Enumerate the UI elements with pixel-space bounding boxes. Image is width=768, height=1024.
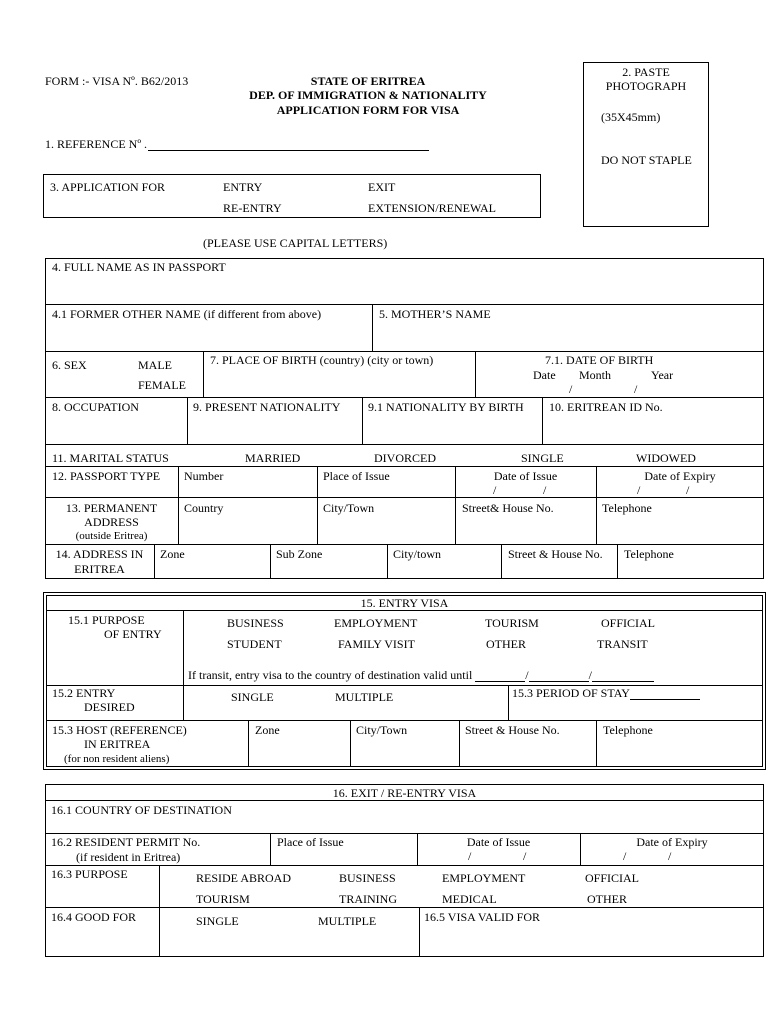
permanent-address-label: 13. PERMANENT xyxy=(65,501,158,515)
host-note: (for non resident aliens) xyxy=(64,753,170,765)
good-for-multiple[interactable]: MULTIPLE xyxy=(318,914,377,928)
former-name-label: 4.1 FORMER OTHER NAME (if different from above) xyxy=(52,307,322,321)
resident-permit-note: (if resident in Eritrea) xyxy=(76,850,181,864)
eritrean-id-label: 10. ERITREAN ID No. xyxy=(549,400,663,414)
address-eritrea-label-2: ERITREA xyxy=(74,562,125,576)
host-label-2: IN ERITREA xyxy=(84,737,151,751)
dob-slash-2: / xyxy=(634,382,638,396)
option-extension[interactable]: EXTENSION/RENEWAL xyxy=(368,201,496,215)
reference-input[interactable] xyxy=(148,150,429,151)
transit-note: If transit, entry visa to the country of destination valid until / / xyxy=(188,668,654,682)
photo-size: (35X45mm) xyxy=(601,110,661,124)
purpose-transit[interactable]: TRANSIT xyxy=(597,637,648,651)
marital-status-label: 11. MARITAL STATUS xyxy=(52,451,169,465)
exit-purpose-reside-abroad[interactable]: RESIDE ABROAD xyxy=(196,871,292,885)
photo-label-2: PHOTOGRAPH xyxy=(605,79,687,93)
permit-issue-slash-2: / xyxy=(523,849,527,863)
title-state: STATE OF ERITREA xyxy=(310,74,426,88)
option-exit[interactable]: EXIT xyxy=(368,180,396,194)
purpose-entry-label: 15.1 PURPOSE xyxy=(68,613,145,627)
capital-letters-instruction: (PLEASE USE CAPITAL LETTERS) xyxy=(203,236,388,250)
option-entry[interactable]: ENTRY xyxy=(223,180,263,194)
period-of-stay-label: 15.3 PERIOD OF STAY xyxy=(512,686,700,700)
country-destination-label: 16.1 COUNTRY OF DESTINATION xyxy=(51,803,232,817)
visa-valid-for-label: 16.5 VISA VALID FOR xyxy=(424,910,541,924)
passport-date-expiry-label: Date of Expiry xyxy=(644,469,716,483)
host-label: 15.3 HOST (REFERENCE) xyxy=(52,723,187,737)
permit-date-expiry-label: Date of Expiry xyxy=(636,835,708,849)
place-of-birth-label: 7. PLACE OF BIRTH (country) (city or town) xyxy=(210,353,434,367)
host-city-label: City/Town xyxy=(356,723,408,737)
photo-label: 2. PASTE xyxy=(622,65,670,79)
entry-multiple[interactable]: MULTIPLE xyxy=(335,690,394,704)
addr-street-label: Street & House No. xyxy=(508,547,603,561)
passport-date-issue-label: Date of Issue xyxy=(493,469,558,483)
exit-visa-heading: 16. EXIT / RE-ENTRY VISA xyxy=(332,786,477,800)
dob-year: Year xyxy=(651,368,674,382)
present-nationality-label: 9. PRESENT NATIONALITY xyxy=(193,400,341,414)
marital-divorced[interactable]: DIVORCED xyxy=(374,451,436,465)
title-form: APPLICATION FORM FOR VISA xyxy=(276,103,460,117)
permit-expiry-slash-2: / xyxy=(668,849,672,863)
dob-slash-1: / xyxy=(569,382,573,396)
sex-label: 6. SEX xyxy=(52,358,87,372)
permit-expiry-slash-1: / xyxy=(623,849,627,863)
full-name-label: 4. FULL NAME AS IN PASSPORT xyxy=(52,260,226,274)
marital-single[interactable]: SINGLE xyxy=(521,451,564,465)
form-number: FORM :- VISA Nº. B62/2013 xyxy=(45,74,189,88)
expiry-slash-1: / xyxy=(637,483,641,497)
passport-type-label: 12. PASSPORT TYPE xyxy=(52,469,161,483)
expiry-slash-2: / xyxy=(686,483,690,497)
exit-purpose-tourism[interactable]: TOURISM xyxy=(196,892,250,906)
option-reentry[interactable]: RE-ENTRY xyxy=(223,201,282,215)
host-zone-label: Zone xyxy=(255,723,280,737)
title-department: DEP. OF IMMIGRATION & NATIONALITY xyxy=(249,88,487,102)
purpose-employment[interactable]: EMPLOYMENT xyxy=(334,616,418,630)
entry-visa-heading: 15. ENTRY VISA xyxy=(360,596,449,610)
transit-valid-day-input[interactable] xyxy=(475,670,525,682)
permit-place-issue-label: Place of Issue xyxy=(277,835,344,849)
resident-permit-label: 16.2 RESIDENT PERMIT No. xyxy=(51,835,201,849)
good-for-single[interactable]: SINGLE xyxy=(196,914,239,928)
passport-number-label: Number xyxy=(184,469,224,483)
entry-desired-label: 15.2 ENTRY xyxy=(52,686,116,700)
exit-purpose-employment[interactable]: EMPLOYMENT xyxy=(442,871,526,885)
exit-purpose-business[interactable]: BUSINESS xyxy=(339,871,396,885)
marital-widowed[interactable]: WIDOWED xyxy=(636,451,696,465)
mothers-name-label: 5. MOTHER’S NAME xyxy=(379,307,491,321)
addr-city-label: City/town xyxy=(393,547,442,561)
occupation-label: 8. OCCUPATION xyxy=(52,400,139,414)
host-telephone-label: Telephone xyxy=(603,723,653,737)
purpose-entry-label-2: OF ENTRY xyxy=(104,627,162,641)
host-street-label: Street & House No. xyxy=(465,723,560,737)
marital-married[interactable]: MARRIED xyxy=(245,451,301,465)
entry-single[interactable]: SINGLE xyxy=(231,690,274,704)
reference-label: 1. REFERENCE Nº . xyxy=(45,137,148,151)
exit-purpose-official[interactable]: OFFICIAL xyxy=(585,871,640,885)
addr-telephone-label: Telephone xyxy=(624,547,674,561)
issue-slash-2: / xyxy=(543,483,547,497)
perm-street-label: Street& House No. xyxy=(462,501,554,515)
purpose-student[interactable]: STUDENT xyxy=(227,637,282,651)
dob-month: Month xyxy=(579,368,612,382)
exit-purpose-other[interactable]: OTHER xyxy=(587,892,627,906)
good-for-label: 16.4 GOOD FOR xyxy=(51,910,137,924)
address-eritrea-label: 14. ADDRESS IN xyxy=(55,547,144,561)
permit-date-issue-label: Date of Issue xyxy=(466,835,531,849)
permanent-address-note: (outside Eritrea) xyxy=(75,530,148,542)
addr-zone-label: Zone xyxy=(160,547,185,561)
exit-purpose-training[interactable]: TRAINING xyxy=(339,892,397,906)
purpose-tourism[interactable]: TOURISM xyxy=(485,616,539,630)
period-of-stay-input[interactable] xyxy=(630,688,700,700)
purpose-other[interactable]: OTHER xyxy=(486,637,526,651)
issue-slash-1: / xyxy=(493,483,497,497)
entry-desired-label-2: DESIRED xyxy=(84,700,135,714)
sex-male[interactable]: MALE xyxy=(138,358,172,372)
photo-note: DO NOT STAPLE xyxy=(601,153,692,167)
dob-date: Date xyxy=(533,368,556,382)
purpose-official[interactable]: OFFICIAL xyxy=(601,616,656,630)
perm-city-label: City/Town xyxy=(323,501,375,515)
transit-valid-month-input[interactable] xyxy=(529,670,589,682)
passport-place-issue-label: Place of Issue xyxy=(323,469,390,483)
nationality-by-birth-label: 9.1 NATIONALITY BY BIRTH xyxy=(368,400,524,414)
exit-purpose-label: 16.3 PURPOSE xyxy=(51,867,128,881)
exit-purpose-medical[interactable]: MEDICAL xyxy=(442,892,497,906)
addr-subzone-label: Sub Zone xyxy=(276,547,323,561)
application-for-label: 3. APPLICATION FOR xyxy=(50,180,166,194)
perm-country-label: Country xyxy=(184,501,224,515)
purpose-business[interactable]: BUSINESS xyxy=(227,616,284,630)
permit-issue-slash-1: / xyxy=(468,849,472,863)
dob-label: 7.1. DATE OF BIRTH xyxy=(545,353,654,367)
sex-female[interactable]: FEMALE xyxy=(138,378,186,392)
perm-telephone-label: Telephone xyxy=(602,501,652,515)
transit-valid-year-input[interactable] xyxy=(592,670,654,682)
permanent-address-label-2: ADDRESS xyxy=(84,515,139,529)
purpose-family-visit[interactable]: FAMILY VISIT xyxy=(338,637,415,651)
